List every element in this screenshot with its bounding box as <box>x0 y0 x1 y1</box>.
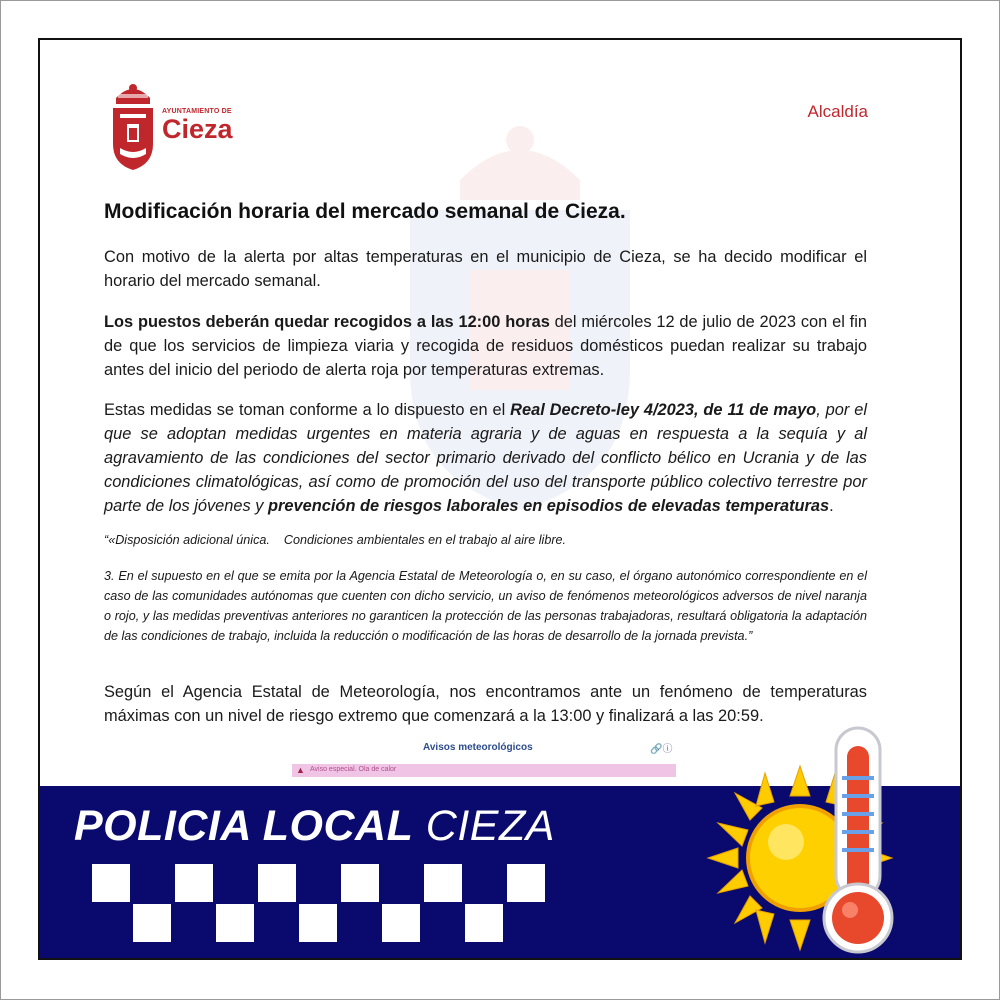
heat-alert-bar[interactable] <box>292 764 676 777</box>
quote-body: 3. En el supuesto en el que se emita por la Agencia Estatal de Meteorología o, en su caso, el órgano autonómico correspondiente en el caso de las comunidades autónomas que cuenten con dicho servicio, un aviso de fenómenos meteorológicos adversos de nivel naranja o rojo, y las medidas preventivas anteriores no garanticen la protección de las personas trabajadoras, resultará obligatoria la adaptación de las condiciones de trabajo, incluida la reducción o modificación de las horas de desarrollo de la jornada prevista.” <box>104 569 867 643</box>
heat-alert-text: Aviso especial. Ola de calor <box>310 766 397 773</box>
law-end: . <box>829 497 834 515</box>
paragraph-aemet: Según el Agencia Estatal de Meteorología, nos encontramos ante un fenómeno de temperaturas máximas con un nivel de riesgo extremo que comenzará a la 13:00 y finalizará a las 20:59. <box>104 683 867 725</box>
warning-icon: ▲ <box>296 765 305 775</box>
stalls-deadline: Los puestos deberán quedar recogidos a las 12:00 horas <box>104 313 550 331</box>
logo-small-text: AYUNTAMIENTO DE <box>162 108 232 115</box>
checker-square <box>175 864 213 902</box>
checker-square <box>216 904 254 942</box>
checker-square <box>507 864 545 902</box>
law-description: , por el que se adoptan medidas urgentes en materia agraria y de aguas en respuesta a la sequía y al agravamiento de las condiciones del sector primario derivado del conflicto bélico en Ucrania y de las condiciones climatológicas, así como de promoción del uso del transporte público colectivo terrestre por parte de los jóvenes y <box>104 401 867 515</box>
law-name: Real Decreto-ley 4/2023, de 11 de mayo <box>510 401 817 419</box>
document-title: Modificación horaria del mercado semanal de Cieza. <box>104 200 626 223</box>
banner-title-bold: POLICIA LOCAL <box>74 802 414 850</box>
checker-square <box>92 864 130 902</box>
city-logo <box>108 82 258 172</box>
stalls-detail: del miércoles 12 de julio de 2023 con el fin de que los servicios de limpieza viaria y recogida de residuos domésticos puedan realizar su trabajo antes del inicio del periodo de alerta roja por temperaturas extremas. <box>104 313 867 379</box>
department-label: Alcaldía <box>807 102 868 121</box>
sun-thermometer-icon <box>690 718 930 958</box>
law-emphasis: prevención de riesgos laborales en episodios de elevadas temperaturas <box>268 497 830 515</box>
paragraph-stalls <box>104 310 867 382</box>
checker-square <box>299 904 337 942</box>
checker-square <box>382 904 420 942</box>
law-intro: Estas medidas se toman conforme a lo dispuesto en el <box>104 401 511 419</box>
checker-square <box>465 904 503 942</box>
quote-heading: “«Disposición adicional única. Condiciones ambientales en el trabajo al aire libre. <box>104 533 567 547</box>
checker-square <box>341 864 379 902</box>
weather-widget-title: Avisos meteorológicos <box>423 742 533 753</box>
checker-square <box>133 904 171 942</box>
checker-square <box>258 864 296 902</box>
poster <box>38 38 962 960</box>
checker-square <box>424 864 462 902</box>
coat-of-arms-icon <box>108 82 158 172</box>
widget-link-info-icon[interactable]: 🔗ⓘ <box>650 744 673 755</box>
banner-title <box>74 802 555 851</box>
paragraph-intro: Con motivo de la alerta por altas temperaturas en el municipio de Cieza, se ha decido modificar el horario del mercado semanal. <box>104 248 867 290</box>
banner-title-light: CIEZA <box>413 802 555 850</box>
logo-big-text: Cieza <box>162 114 233 144</box>
paragraph-law <box>104 398 867 518</box>
